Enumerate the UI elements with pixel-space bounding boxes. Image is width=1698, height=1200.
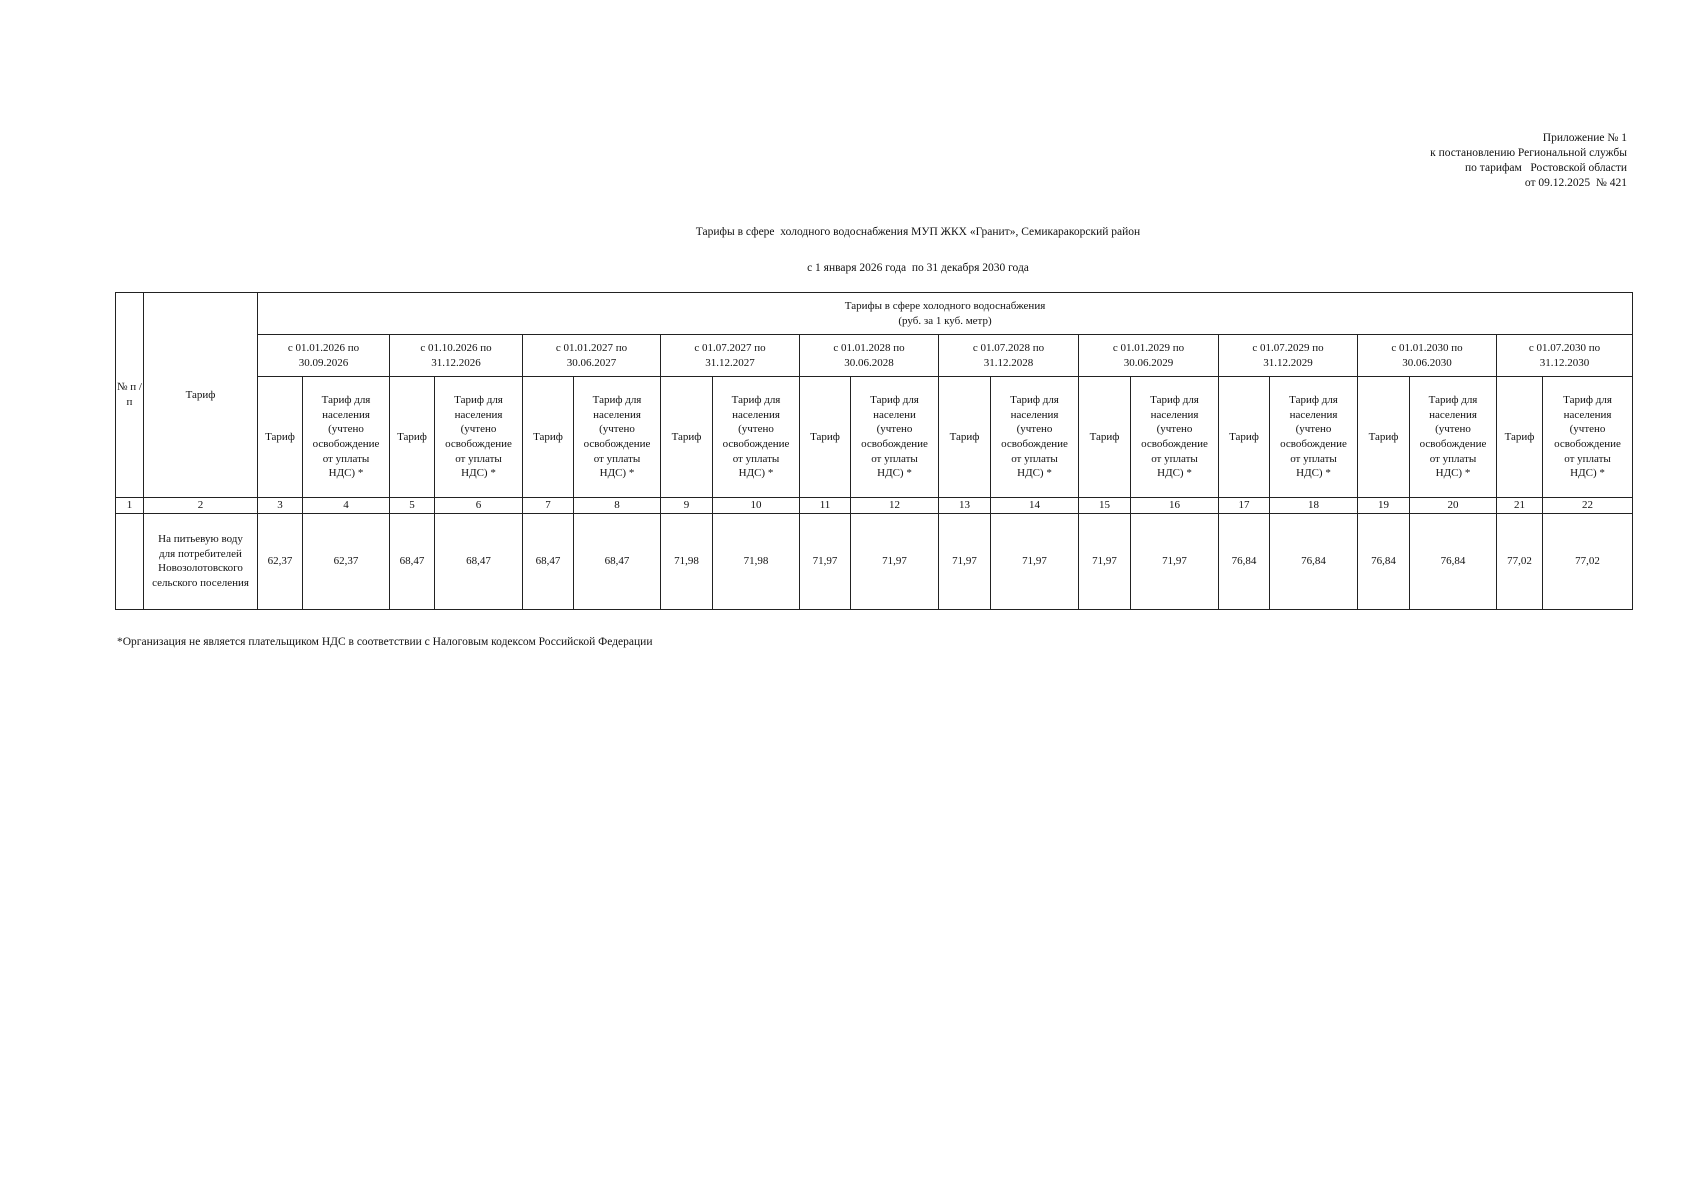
header-cell-period [1497, 335, 1633, 377]
header-cell-sub-tariff: Тариф [661, 377, 713, 498]
cell-line: от уплаты [1011, 452, 1058, 465]
header-cell-sub-tariff: Тариф [939, 377, 991, 498]
header-cell-sub-population [1410, 377, 1497, 498]
cell-line: с 01.01.2030 по [1391, 341, 1463, 354]
cell-line: от уплаты [593, 452, 641, 465]
column-number-cell: 9 [661, 498, 713, 514]
cell-line: 30.06.2028 [844, 356, 894, 369]
header-cell-num [116, 293, 144, 498]
cell-line: (учтено [599, 423, 635, 436]
cell-line: НДС) * [461, 467, 496, 480]
column-number-cell: 5 [390, 498, 435, 514]
cell-line: Тариф для [870, 394, 919, 407]
cell-line: освобождение [583, 438, 651, 450]
cell-line: с 01.01.2026 по [287, 341, 360, 354]
header-cell-sub-population [1543, 377, 1633, 498]
value-cell: 71,97 [991, 513, 1079, 609]
cell-line: (учтено [1016, 423, 1053, 436]
header-cell-sub-tariff: Тариф [523, 377, 574, 498]
cell-line: населения [1289, 408, 1338, 421]
column-number-cell: 12 [851, 498, 939, 514]
column-number-cell: 7 [523, 498, 574, 514]
cell-line: НДС) * [328, 467, 364, 480]
cell-line: с 01.07.2027 по [694, 341, 766, 354]
cell-line: Тариф для [1563, 394, 1612, 407]
header-row [116, 335, 1633, 377]
value-cell: 76,84 [1410, 513, 1497, 609]
cell-line: 31.12.2029 [1263, 356, 1313, 369]
cell-line: 31.12.2027 [705, 356, 755, 369]
tariff-table [115, 292, 1633, 610]
cell-line: НДС) * [599, 467, 635, 480]
cell-line: освобождение [1001, 438, 1068, 450]
value-cell: 76,84 [1270, 513, 1358, 609]
footnote: *Организация не является плательщиком НДС в соответствии с Налоговым кодексом Российской Федерации [117, 636, 653, 648]
cell-line: 31.12.2030 [1539, 356, 1590, 369]
value-cell: 71,97 [939, 513, 991, 609]
appendix-line: по тарифам Ростовской области [1465, 162, 1627, 174]
column-number-cell: 22 [1543, 498, 1633, 514]
cell-line: населения [1563, 408, 1612, 421]
cell-line: с 01.10.2026 по [420, 341, 492, 354]
cell-line: (учтено [1295, 423, 1332, 436]
cell-line: с 01.07.2028 по [972, 341, 1045, 354]
cell-line: Тариф для [731, 394, 781, 407]
value-cell: 71,97 [1079, 513, 1131, 609]
cell-line: с 01.01.2028 по [833, 341, 905, 354]
header-cell-period [390, 335, 523, 377]
cell-line: населения [1429, 408, 1477, 421]
cell-line: НДС) * [1017, 467, 1052, 480]
value-cell: 76,84 [1219, 513, 1270, 609]
cell-line: с 01.07.2029 по [1252, 341, 1324, 354]
cell-line: освобождение [1141, 438, 1208, 450]
cell-line: Тарифы в сфере холодного водоснабжения [844, 299, 1046, 312]
header-cell-period [1079, 335, 1219, 377]
cell-line: населения [454, 408, 503, 421]
cell-line: (учтено [1569, 423, 1606, 436]
cell-line: от уплаты [1564, 452, 1611, 465]
cell-line: населения [593, 408, 641, 421]
cell-line: освобождение [722, 438, 790, 450]
cell-line: 30.09.2026 [298, 356, 349, 369]
value-cell: 71,98 [713, 513, 800, 609]
header-cell-period [800, 335, 939, 377]
cell-line: от уплаты [732, 452, 780, 465]
header-cell-sub-population [303, 377, 390, 498]
cell-line: сельского поселения [152, 576, 249, 589]
document-period: с 1 января 2026 года по 31 декабря 2030 года [807, 262, 1029, 274]
column-number-row [116, 498, 1633, 514]
cell-line: Тариф для [1010, 394, 1059, 407]
cell-line: Тариф для [1150, 394, 1199, 407]
column-number-cell: 6 [435, 498, 523, 514]
cell-line: 30.06.2029 [1123, 356, 1174, 369]
cell-line: (учтено [738, 423, 774, 436]
cell-line: населения [1010, 408, 1059, 421]
header-cell-sub-tariff: Тариф [1497, 377, 1543, 498]
header-cell-sub-population [851, 377, 939, 498]
column-number-cell: 11 [800, 498, 851, 514]
cell-line: (учтено [328, 423, 364, 436]
cell-line: освобождение [445, 438, 512, 450]
column-number-cell: 4 [303, 498, 390, 514]
cell-line: с 01.01.2027 по [555, 341, 628, 354]
column-number-cell: 2 [144, 498, 258, 514]
value-cell: 68,47 [390, 513, 435, 609]
cell-line: НДС) * [738, 467, 774, 480]
appendix-header [1430, 131, 1627, 191]
header-cell-period [258, 335, 390, 377]
cell-line: освобождение [861, 438, 928, 450]
column-number-cell: 19 [1358, 498, 1410, 514]
value-cell: 76,84 [1358, 513, 1410, 609]
table-row [116, 513, 1633, 609]
appendix-line: к постановлению Региональной службы [1430, 147, 1627, 159]
cell-line: от уплаты [1290, 452, 1337, 465]
column-number-cell: 17 [1219, 498, 1270, 514]
cell-line: населения [732, 408, 780, 421]
header-cell-period [661, 335, 800, 377]
column-number-cell: 8 [574, 498, 661, 514]
header-cell-sub-population [435, 377, 523, 498]
column-number-cell: 16 [1131, 498, 1219, 514]
cell-line: от уплаты [1151, 452, 1198, 465]
row-num-cell [116, 513, 144, 609]
value-cell: 71,98 [661, 513, 713, 609]
header-cell-sub-tariff: Тариф [1219, 377, 1270, 498]
cell-line: Тариф для [592, 394, 642, 407]
cell-line: освобождение [1554, 438, 1621, 450]
cell-line: Тариф для [1289, 394, 1338, 407]
column-number-cell: 21 [1497, 498, 1543, 514]
cell-line: № п /п [117, 381, 142, 408]
cell-line: НДС) * [1570, 467, 1605, 480]
header-cell-sub-population [574, 377, 661, 498]
header-cell-group [258, 293, 1633, 335]
value-cell: 62,37 [258, 513, 303, 609]
header-cell-period [939, 335, 1079, 377]
cell-line: (руб. за 1 куб. метр) [898, 314, 992, 327]
value-cell: 68,47 [523, 513, 574, 609]
value-cell: 71,97 [800, 513, 851, 609]
column-number-cell: 10 [713, 498, 800, 514]
column-number-cell: 14 [991, 498, 1079, 514]
cell-line: Тариф для [321, 394, 371, 407]
cell-line: 31.12.2028 [983, 356, 1034, 369]
cell-line: (учтено [1435, 423, 1471, 436]
value-cell: 77,02 [1497, 513, 1543, 609]
cell-line: На питьевую воду [158, 532, 243, 545]
cell-line: 31.12.2026 [431, 356, 481, 369]
column-number-cell: 3 [258, 498, 303, 514]
row-label-cell [144, 513, 258, 609]
cell-line: с 01.07.2030 по [1528, 341, 1601, 354]
cell-line: НДС) * [1296, 467, 1331, 480]
header-cell-tariff: Тариф [144, 293, 258, 498]
cell-line: от уплаты [871, 452, 918, 465]
value-cell: 77,02 [1543, 513, 1633, 609]
cell-line: 30.06.2027 [566, 356, 617, 369]
appendix-line: Приложение № 1 [1542, 132, 1627, 144]
cell-line: (учтено [876, 423, 913, 436]
header-cell-sub-tariff: Тариф [258, 377, 303, 498]
column-number-cell: 20 [1410, 498, 1497, 514]
header-row [116, 293, 1633, 335]
cell-line: от уплаты [455, 452, 502, 465]
header-cell-sub-tariff: Тариф [800, 377, 851, 498]
cell-line: Новозолотовского [158, 562, 243, 575]
header-cell-sub-population [991, 377, 1079, 498]
header-cell-sub-population [713, 377, 800, 498]
cell-line: освобождение [1280, 438, 1347, 450]
header-cell-period [523, 335, 661, 377]
value-cell: 71,97 [851, 513, 939, 609]
column-number-cell: 1 [116, 498, 144, 514]
cell-line: от уплаты [1429, 452, 1477, 465]
column-number-cell: 15 [1079, 498, 1131, 514]
header-cell-sub-tariff: Тариф [390, 377, 435, 498]
header-cell-sub-population [1270, 377, 1358, 498]
value-cell: 71,97 [1131, 513, 1219, 609]
document-title: Тарифы в сфере холодного водоснабжения МУП ЖКХ «Гранит», Семикаракорский район [695, 226, 1141, 238]
value-cell: 62,37 [303, 513, 390, 609]
cell-line: населения [322, 408, 370, 421]
cell-line: освобождение [312, 438, 380, 450]
header-cell-period [1358, 335, 1497, 377]
cell-line: Тариф для [454, 394, 503, 407]
cell-line: НДС) * [877, 467, 912, 480]
column-number-cell: 18 [1270, 498, 1358, 514]
cell-line: (учтено [1156, 423, 1193, 436]
cell-line: (учтено [460, 423, 497, 436]
header-row [116, 377, 1633, 498]
cell-line: Тариф для [1428, 394, 1478, 407]
cell-line: 30.06.2030 [1402, 356, 1452, 369]
header-cell-sub-tariff: Тариф [1079, 377, 1131, 498]
cell-line: для потребителей [159, 547, 242, 560]
appendix-line: от 09.12.2025 № 421 [1524, 177, 1627, 189]
cell-line: НДС) * [1435, 467, 1471, 480]
header-cell-sub-population [1131, 377, 1219, 498]
value-cell: 68,47 [435, 513, 523, 609]
value-cell: 68,47 [574, 513, 661, 609]
cell-line: с 01.01.2029 по [1112, 341, 1185, 354]
header-cell-sub-tariff: Тариф [1358, 377, 1410, 498]
header-cell-period [1219, 335, 1358, 377]
cell-line: населени [873, 408, 916, 421]
cell-line: освобождение [1419, 438, 1487, 450]
cell-line: населения [1150, 408, 1199, 421]
cell-line: НДС) * [1157, 467, 1192, 480]
column-number-cell: 13 [939, 498, 991, 514]
cell-line: от уплаты [322, 452, 370, 465]
